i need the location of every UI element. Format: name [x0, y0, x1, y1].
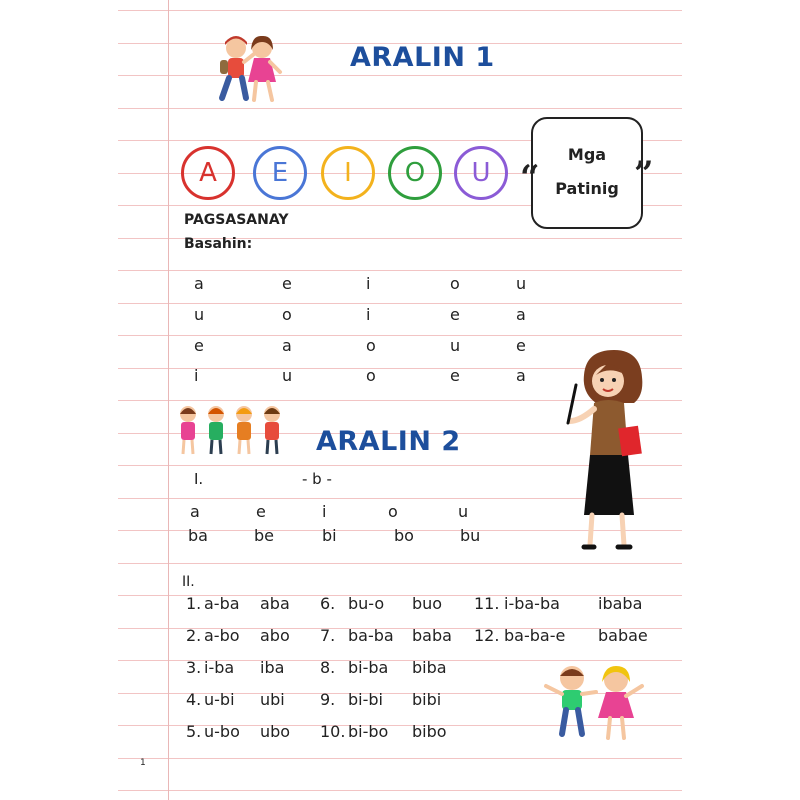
practice-heading: PAGSASANAY	[184, 212, 289, 228]
exercise-syllables: i-ba-ba	[504, 594, 560, 613]
exercise-word: baba	[412, 626, 452, 645]
exercise-syllables: a-bo	[204, 626, 240, 645]
syllable-row-item: bi	[322, 526, 337, 545]
vowel-grid-cell: i	[194, 366, 199, 385]
exercise-word: bibo	[412, 722, 447, 741]
exercise-number: 5.	[186, 722, 202, 741]
exercise-word: bibi	[412, 690, 442, 709]
ruled-line	[118, 660, 682, 661]
exercise-number: 2.	[186, 626, 202, 645]
exercise-syllables: u-bi	[204, 690, 235, 709]
vowel-row-item: e	[256, 502, 266, 521]
vowel-circle	[253, 146, 307, 200]
exercise-number: 12.	[474, 626, 500, 645]
exercise-number: 3.	[186, 658, 202, 677]
exercise-syllables: bu-o	[348, 594, 385, 613]
exercise-number: 4.	[186, 690, 202, 709]
exercise-word: ibaba	[598, 594, 643, 613]
exercise-word: aba	[260, 594, 290, 613]
exercise-word: iba	[260, 658, 285, 677]
exercise-syllables: bi-bo	[348, 722, 389, 741]
exercise-syllables: a-ba	[204, 594, 240, 613]
ruled-line	[118, 563, 682, 564]
exercise-word: buo	[412, 594, 443, 613]
syllable-label: - b -	[302, 470, 332, 488]
exercise-syllables: u-bo	[204, 722, 240, 741]
teacher-illustration	[556, 345, 656, 555]
ruled-line	[118, 108, 682, 109]
vowel-grid-cell: a	[516, 305, 526, 324]
vowel-grid-cell: i	[366, 305, 371, 324]
vowel-grid-cell: o	[450, 274, 460, 293]
four-kids-illustration	[176, 402, 290, 458]
exercise-number: 11.	[474, 594, 500, 613]
exercise-word: biba	[412, 658, 447, 677]
vowel-letter: I	[344, 158, 352, 188]
vowel-letter: O	[404, 158, 426, 188]
exercise-word: ubo	[260, 722, 291, 741]
exercise-word: ubi	[260, 690, 285, 709]
ruled-line	[118, 303, 682, 304]
syllable-row-item: be	[254, 526, 274, 545]
lesson2-title: ARALIN 2	[316, 426, 461, 457]
exercise-word: abo	[260, 626, 290, 645]
vowel-grid-cell: u	[194, 305, 205, 324]
vowel-grid-cell: u	[450, 336, 461, 355]
syllable-row-item: bu	[460, 526, 481, 545]
syllable-row-item: bo	[394, 526, 414, 545]
vowel-grid-cell: a	[516, 366, 526, 385]
lesson1-title: ARALIN 1	[350, 42, 495, 73]
vowel-grid-cell: u	[282, 366, 293, 385]
vowel-grid-cell: a	[194, 274, 204, 293]
close-quote: ”	[634, 154, 654, 194]
vowel-grid-cell: e	[450, 305, 460, 324]
vowel-row-item: u	[458, 502, 469, 521]
ruled-line	[118, 10, 682, 11]
exercise-syllables: bi-bi	[348, 690, 383, 709]
exercise-number: 1.	[186, 594, 202, 613]
vowel-letter: U	[471, 158, 491, 188]
vowel-circle	[321, 146, 375, 200]
exercise-number: 9.	[320, 690, 336, 709]
vowel-grid-cell: e	[450, 366, 460, 385]
vowel-letter: A	[199, 158, 217, 188]
exercise-number: 8.	[320, 658, 336, 677]
ruled-line	[118, 270, 682, 271]
vowel-row-item: i	[322, 502, 327, 521]
patinig-label-box	[531, 117, 643, 229]
syllable-row-item: ba	[188, 526, 208, 545]
exercise-number: 7.	[320, 626, 336, 645]
exercise-number: 6.	[320, 594, 336, 613]
exercise-word: babae	[598, 626, 648, 645]
two-kids-illustration	[206, 32, 286, 108]
boy-and-girl-illustration	[542, 662, 648, 746]
vowel-grid-cell: e	[282, 274, 292, 293]
vowel-row-item: a	[190, 502, 200, 521]
vowel-grid-cell: a	[282, 336, 292, 355]
worksheet-page	[118, 0, 682, 800]
margin-line	[168, 0, 169, 800]
part1-label: I.	[194, 470, 204, 488]
page-number: 1	[140, 758, 146, 768]
exercise-number: 10.	[320, 722, 346, 741]
vowel-grid-cell: o	[366, 366, 376, 385]
ruled-line	[118, 75, 682, 76]
exercise-syllables: bi-ba	[348, 658, 389, 677]
ruled-line	[118, 758, 682, 759]
exercise-syllables: i-ba	[204, 658, 235, 677]
box-line-1: Mga	[567, 145, 607, 164]
vowel-grid-cell: u	[516, 274, 527, 293]
part2-label: II.	[182, 574, 195, 590]
box-line-2: Patinig	[555, 179, 619, 198]
exercise-syllables: ba-ba	[348, 626, 394, 645]
vowel-letter: E	[271, 158, 289, 188]
ruled-line	[118, 790, 682, 791]
vowel-grid-cell: o	[282, 305, 292, 324]
vowel-circle	[388, 146, 442, 200]
vowel-grid-cell: o	[366, 336, 376, 355]
vowel-circle	[181, 146, 235, 200]
vowel-grid-cell: e	[194, 336, 204, 355]
vowel-circle	[454, 146, 508, 200]
read-label: Basahin:	[184, 236, 253, 252]
exercise-syllables: ba-ba-e	[504, 626, 566, 645]
vowel-grid-cell: e	[516, 336, 526, 355]
open-quote: “	[520, 158, 540, 198]
vowel-grid-cell: i	[366, 274, 371, 293]
vowel-row-item: o	[388, 502, 398, 521]
